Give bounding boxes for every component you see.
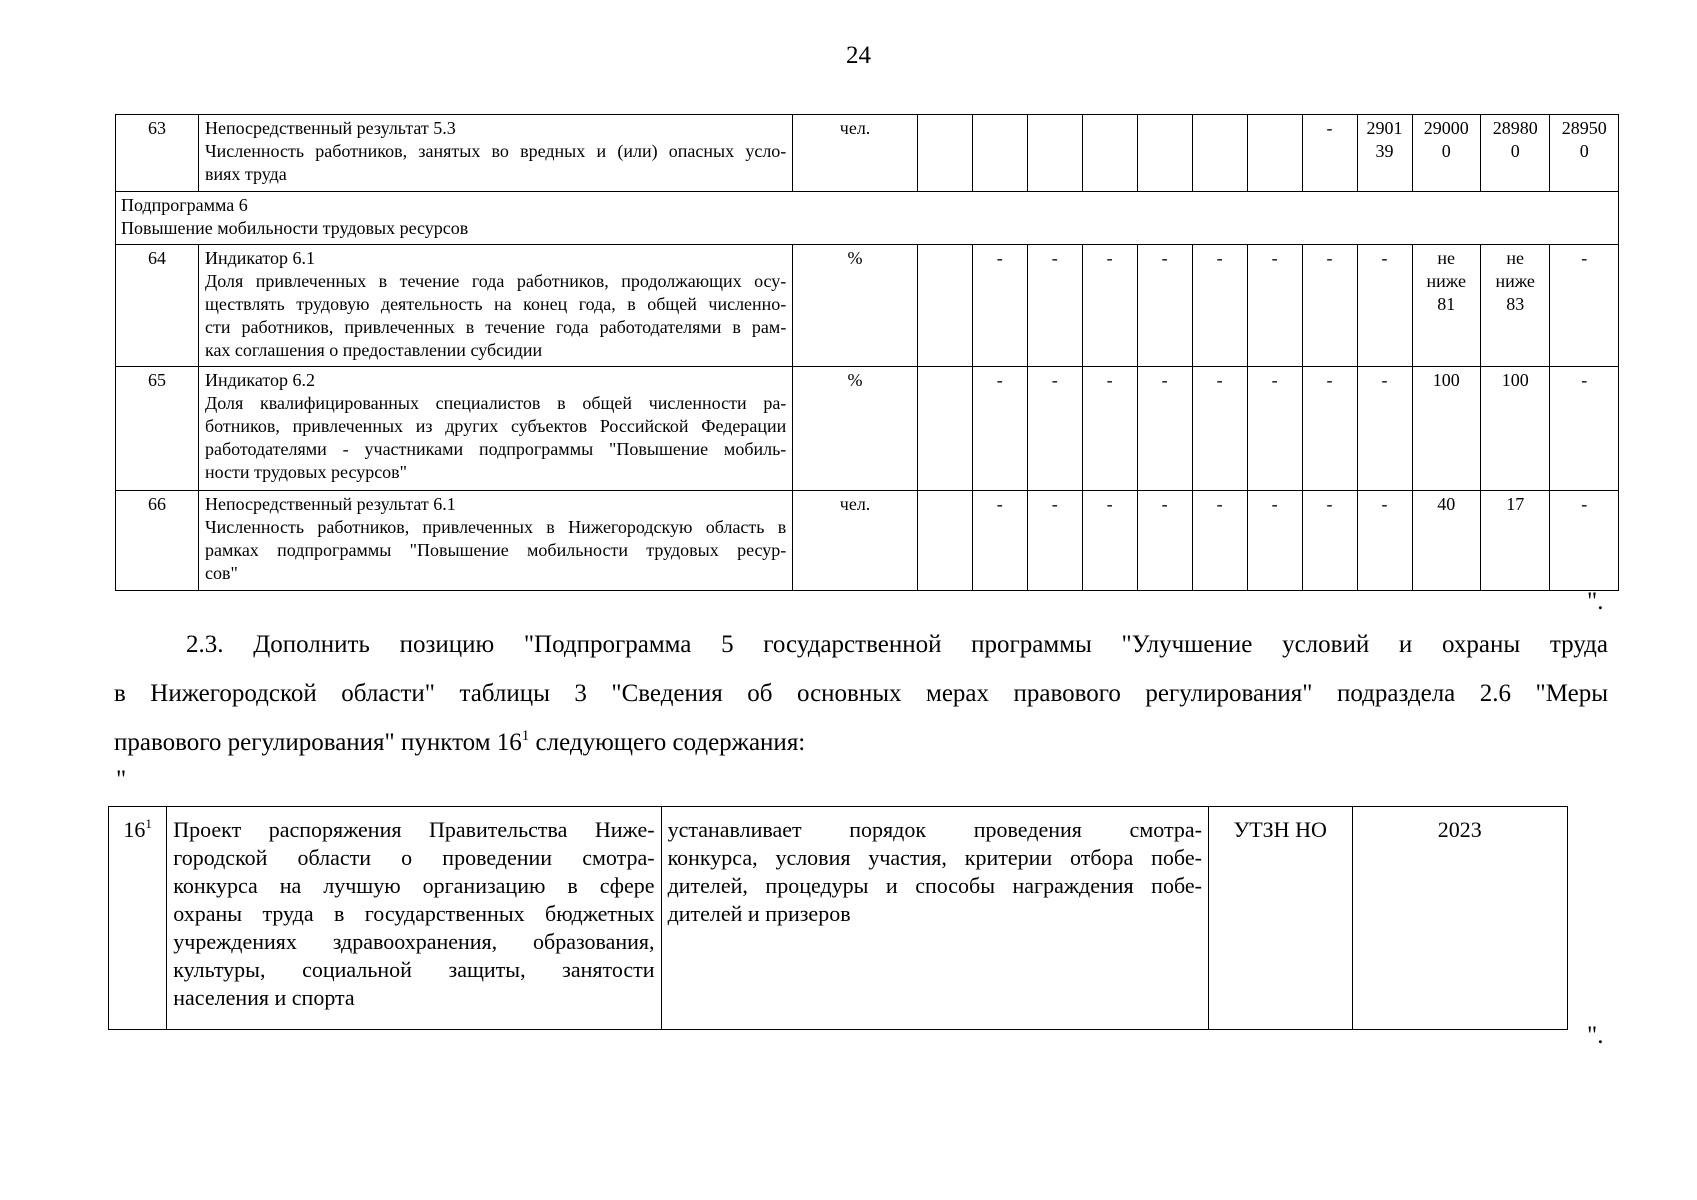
row-number: 66 (116, 491, 199, 591)
value-cell (1412, 367, 1480, 491)
value-cell (1137, 491, 1192, 591)
value-text: - (1381, 370, 1388, 390)
indicator-row (116, 491, 1619, 591)
value-cell (1247, 245, 1302, 367)
value-text: ниже (1495, 271, 1535, 291)
row-number: 65 (116, 367, 199, 491)
value-cell (1082, 115, 1137, 192)
paragraph-line-3-start: правового регулирования" пунктом 16 (114, 729, 522, 756)
value-cell (1137, 115, 1192, 192)
indicator-description-line: Индикатор 6.1 (204, 248, 316, 268)
value-cell (1137, 367, 1192, 491)
indicator-description-line: Доля квалифицированных специалистов в общей численности ра- (204, 393, 787, 413)
value-cell (1082, 245, 1137, 367)
value-cell (1027, 367, 1082, 491)
value-cell (1082, 367, 1137, 491)
measure-content-cell (661, 807, 1208, 1030)
value-text: - (1051, 494, 1058, 514)
value-cell (1302, 245, 1357, 367)
value-text: 29000 (1423, 118, 1469, 138)
value-cell (1550, 367, 1619, 491)
value-cell (1192, 367, 1247, 491)
value-text: не (1437, 248, 1456, 268)
measure-number: 16 (123, 817, 146, 842)
subprogram-title-line: Подпрограмма 6 (121, 195, 248, 215)
value-cell (1137, 245, 1192, 367)
value-text: - (1326, 248, 1333, 268)
value-cell (1357, 115, 1412, 192)
measure-content-line: конкурса, условия участия, критерии отбора побе- (667, 845, 1202, 870)
row-number: 63 (116, 115, 199, 192)
value-text: - (1051, 248, 1058, 268)
value-text: - (1161, 248, 1168, 268)
value-cell (1480, 245, 1549, 367)
row-number: 64 (116, 245, 199, 367)
indicator-description (198, 367, 792, 491)
measure-title-line: учреждениях здравоохранения, образования, (173, 929, 655, 954)
measure-number-cell (109, 807, 167, 1030)
unit-cell: % (793, 367, 917, 491)
value-cell (1550, 245, 1619, 367)
measures-row (109, 807, 1568, 1030)
value-text: 28950 (1561, 118, 1607, 138)
value-text: - (1326, 370, 1333, 390)
value-text: - (996, 248, 1003, 268)
indicator-description-line: Доля привлеченных в течение года работников, продолжающих осу- (204, 271, 787, 291)
indicator-description-line: работодателями - участниками подпрограммы "Повышение мобиль- (204, 439, 787, 459)
indicator-description-line: Индикатор 6.2 (204, 370, 316, 390)
closing-quote: ". (1587, 588, 1604, 615)
value-text: - (1381, 494, 1388, 514)
value-text: - (1326, 118, 1333, 138)
value-cell (917, 491, 972, 591)
value-cell (972, 245, 1027, 367)
value-cell (917, 115, 972, 192)
measure-executor: УТЗН НО (1208, 807, 1352, 1030)
value-text: - (1106, 494, 1113, 514)
indicator-row (116, 115, 1619, 192)
indicator-description-line: виях труда (204, 164, 287, 184)
indicator-description (198, 115, 792, 192)
paragraph-line-3 (114, 718, 1608, 767)
indicator-description-line: сти работников, привлеченных в течение года работодателями в рам- (204, 317, 787, 337)
value-cell (1192, 245, 1247, 367)
value-cell (972, 367, 1027, 491)
value-text: ниже (1426, 271, 1466, 291)
value-cell (1302, 367, 1357, 491)
indicator-description (198, 491, 792, 591)
indicator-description-line: ществлять трудовую деятельность на конец года, в общей численно- (204, 294, 787, 314)
value-text: - (1161, 494, 1168, 514)
value-cell (1550, 491, 1619, 591)
value-text: - (1581, 370, 1588, 390)
subprogram-header-row (116, 192, 1619, 245)
indicator-description-line: ности трудовых ресурсов" (204, 462, 408, 482)
value-cell (1192, 115, 1247, 192)
measure-content-line: дителей и призеров (667, 901, 851, 926)
value-cell (1027, 115, 1082, 192)
value-text: - (1271, 370, 1278, 390)
value-cell (1357, 245, 1412, 367)
value-text: - (1051, 370, 1058, 390)
measures-table (108, 806, 1568, 1030)
value-text: - (1326, 494, 1333, 514)
opening-quote: " (116, 766, 127, 793)
value-cell (972, 491, 1027, 591)
value-text: - (1581, 248, 1588, 268)
indicator-row (116, 245, 1619, 367)
value-text: 40 (1437, 494, 1456, 514)
measure-title-line: культуры, социальной защиты, занятости (173, 957, 655, 982)
measure-title-line: охраны труда в государственных бюджетных (173, 901, 655, 926)
value-text: - (1161, 370, 1168, 390)
indicator-row (116, 367, 1619, 491)
paragraph-line-2: в Нижегородской области" таблицы 3 "Сведения об основных мерах правового регулирования" подраздела 2.6 "Меры (114, 680, 1608, 707)
value-text: 83 (1506, 294, 1525, 314)
closing-quote-2: ". (1587, 1022, 1604, 1049)
value-cell (1412, 491, 1480, 591)
value-text: - (1581, 494, 1588, 514)
value-text: 17 (1506, 494, 1525, 514)
value-cell (1480, 367, 1549, 491)
unit-cell: чел. (793, 115, 917, 192)
measure-number-superscript: 1 (145, 816, 152, 831)
value-text: 39 (1375, 141, 1394, 161)
value-text: 81 (1437, 294, 1456, 314)
indicator-description-line: сов" (204, 563, 238, 583)
subprogram-title-line: Повышение мобильности трудовых ресурсов (121, 218, 469, 238)
value-cell (1247, 491, 1302, 591)
indicator-description-line: рамках подпрограммы "Повышение мобильности трудовых ресур- (204, 540, 787, 560)
page-number: 24 (846, 42, 871, 69)
value-text: 28980 (1492, 118, 1538, 138)
value-cell (1412, 245, 1480, 367)
measure-year: 2023 (1352, 807, 1567, 1030)
indicator-description-line: Численность работников, привлеченных в Нижегородскую область в (204, 517, 787, 537)
indicators-table (115, 114, 1619, 591)
value-text: 100 (1432, 370, 1460, 390)
value-cell (917, 367, 972, 491)
value-text: - (1216, 248, 1223, 268)
indicator-description-line: Непосредственный результат 6.1 (204, 494, 456, 514)
unit-cell: чел. (793, 491, 917, 591)
amendment-paragraph (114, 620, 1608, 767)
measure-title-line: городской области о проведении смотра- (173, 845, 655, 870)
value-cell (1357, 367, 1412, 491)
value-text: 0 (1441, 141, 1451, 161)
value-cell (1192, 491, 1247, 591)
value-text: - (1216, 370, 1223, 390)
value-cell (1027, 245, 1082, 367)
value-cell (1480, 491, 1549, 591)
value-text: 0 (1510, 141, 1520, 161)
value-cell (1550, 115, 1619, 192)
indicator-description-line: ках соглашения о предоставлении субсидии (204, 340, 543, 360)
value-cell (917, 245, 972, 367)
value-text: - (1381, 248, 1388, 268)
value-text: - (1106, 370, 1113, 390)
value-cell (1412, 115, 1480, 192)
value-text: 2901 (1366, 118, 1403, 138)
value-cell (1247, 115, 1302, 192)
measure-title-line: конкурса на лучшую организацию в сфере (173, 873, 655, 898)
indicator-description-line: Численность работников, занятых во вредных и (или) опасных усло- (204, 141, 787, 161)
value-text: - (1106, 248, 1113, 268)
value-text: - (1216, 494, 1223, 514)
indicator-description (198, 245, 792, 367)
value-cell (1480, 115, 1549, 192)
value-text: - (1271, 248, 1278, 268)
value-text: - (996, 494, 1003, 514)
measure-title-cell (167, 807, 661, 1030)
value-text: - (1271, 494, 1278, 514)
indicator-description-line: Непосредственный результат 5.3 (204, 118, 456, 138)
value-cell (1302, 115, 1357, 192)
value-cell (1082, 491, 1137, 591)
value-text: - (996, 370, 1003, 390)
value-cell (1027, 491, 1082, 591)
measure-content-line: устанавливает порядок проведения смотра- (667, 817, 1202, 842)
value-cell (1357, 491, 1412, 591)
value-cell (1302, 491, 1357, 591)
value-text: 100 (1501, 370, 1529, 390)
measure-title-line: Проект распоряжения Правительства Ниже- (173, 817, 655, 842)
paragraph-line-1: 2.3. Дополнить позицию "Подпрограмма 5 государственной программы "Улучшение условий и охраны труда (186, 631, 1608, 658)
unit-cell: % (793, 245, 917, 367)
item-number-superscript: 1 (521, 728, 530, 744)
value-cell (972, 115, 1027, 192)
indicator-description-line: ботников, привлеченных из других субъектов Российской Федерации (204, 416, 787, 436)
subprogram-title (116, 192, 1619, 245)
paragraph-line-3-end: следующего содержания: (529, 729, 806, 756)
measure-content-line: дителей, процедуры и способы награждения побе- (667, 873, 1202, 898)
value-text: не (1506, 248, 1524, 268)
value-cell (1247, 367, 1302, 491)
measure-title-line: населения и спорта (173, 985, 355, 1010)
value-text: 0 (1579, 141, 1589, 161)
